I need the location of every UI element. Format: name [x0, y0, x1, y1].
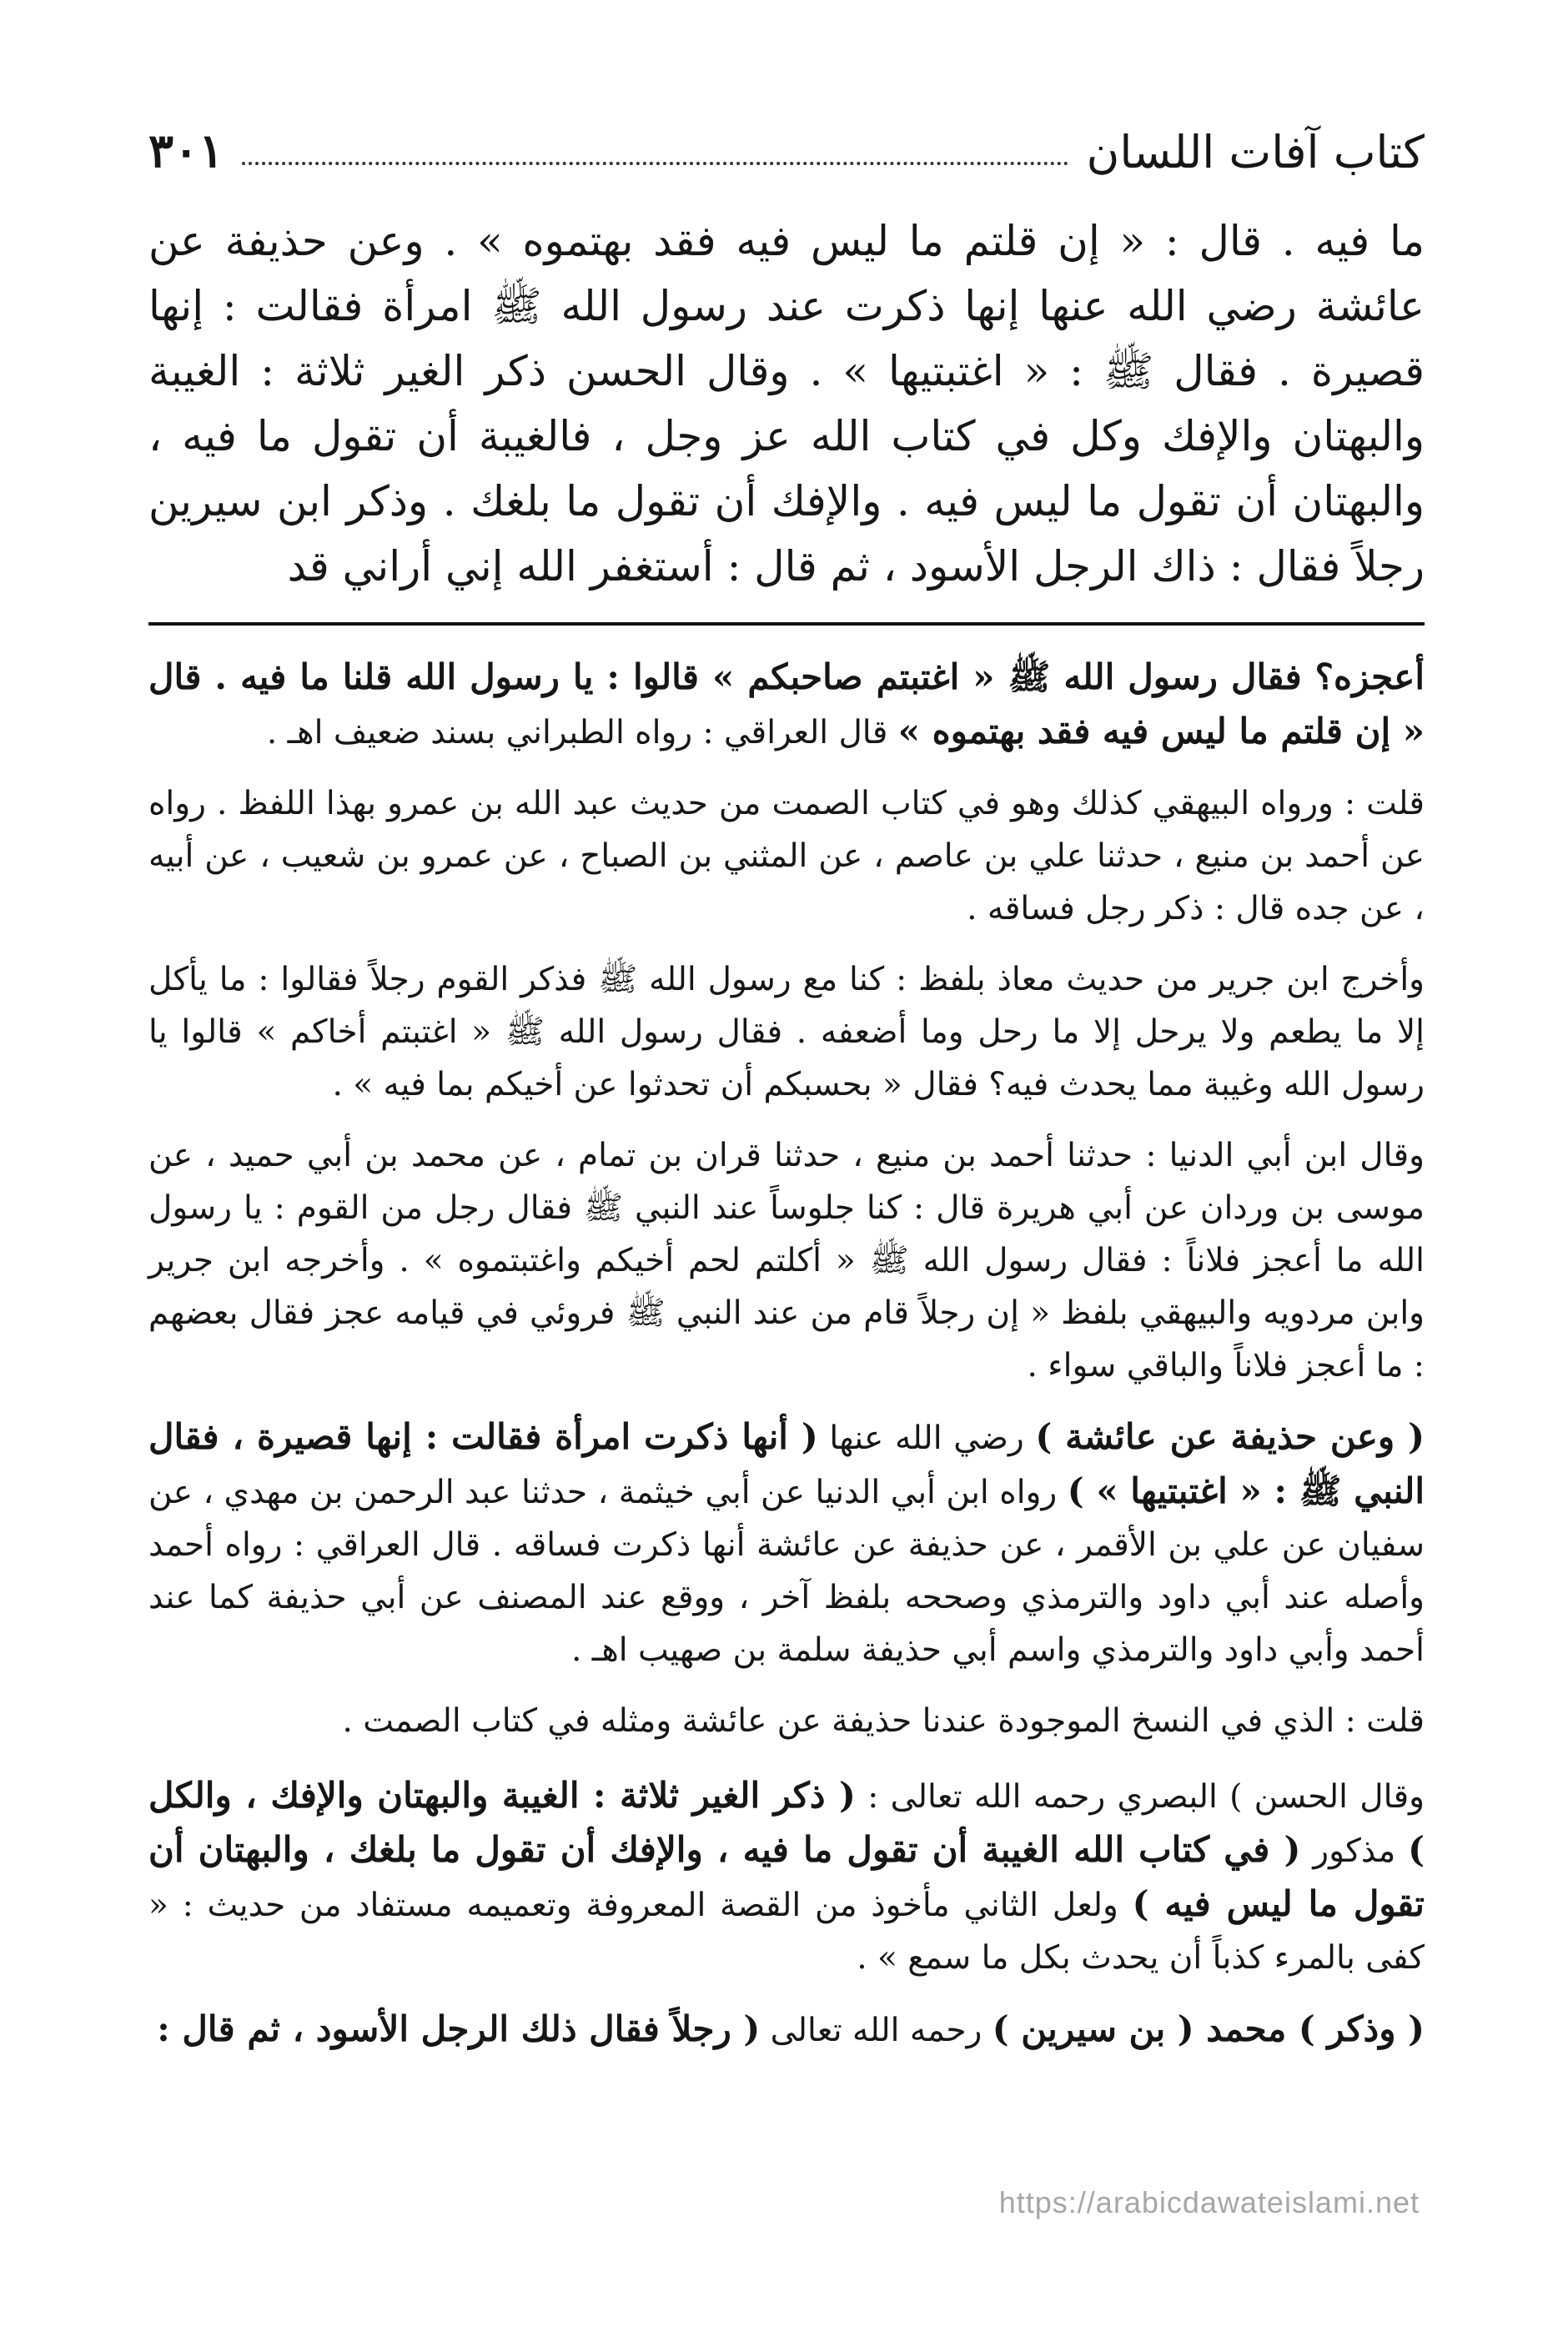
page-number: ٣٠١: [148, 123, 224, 178]
commentary-text: وقال ابن أبي الدنيا : حدثنا أحمد بن منيع ، حدثنا قران بن تمام ، عن محمد بن أبي حميد ، عن موسى بن وردان عن أبي هريرة قال : كنا جلوساً عند النبي ﷺ فقال رجل من القوم : يا رسول الله ما أعجز فلاناً : فقال رسول الله ﷺ « أكلتم لحم أخيكم واغتبتموه » . وأخرجه ابن جرير وابن مردويه والبيهقي بلفظ « إن رجلاً قام من عند النبي ﷺ فروئي في قيامه عجز فقال بعضهم : ما أعجز فلاناً والباقي سواء .: [148, 1137, 1425, 1385]
commentary-text: ولعل الثاني مأخوذ من القصة المعروفة وتعميمه مستفاد من حديث : « كفى بالمرء كذباً أن يحدث بكل ما سمع » .: [148, 1887, 1425, 1977]
page: [148, 98, 1425, 2075]
quoted-text: ( ذكر الغير ثلاثة : الغيبة والبهتان والإفك ، والكل ): [148, 1775, 1425, 1870]
commentary-text: وأخرج ابن جرير من حديث معاذ بلفظ : كنا مع رسول الله ﷺ فذكر القوم رجلاً فقالوا : ما يأكل إلا ما يطعم ولا يرحل إلا ما رحل وما أضعفه . فقال رسول الله ﷺ « اغتبتم أخاكم » قالوا يا رسول الله وغيبة مما يحدث فيه؟ فقال « بحسبكم أن تحدثوا عن أخيكم بما فيه » .: [148, 961, 1425, 1103]
commentary-paragraph: [148, 1769, 1425, 1984]
commentary-paragraph: [148, 1129, 1425, 1392]
commentary-paragraph: [148, 1695, 1425, 1747]
commentary: [148, 651, 1425, 2057]
commentary-text: مذكور: [1300, 1832, 1409, 1870]
commentary-paragraph: [148, 953, 1425, 1111]
commentary-text: رحمه الله تعالى: [760, 2012, 993, 2049]
quoted-text: ( في كتاب الله الغيبة أن تقول ما فيه ، والإفك أن تقول ما بلغك ، والبهتان أن تقول ما ليس فيه ): [148, 1829, 1425, 1924]
commentary-text: قلت : الذي في النسخ الموجودة عندنا حذيفة عن عائشة ومثله في كتاب الصمت .: [342, 1702, 1425, 1740]
commentary-text: وقال الحسن ) البصري رحمه الله تعالى :: [855, 1778, 1425, 1816]
commentary-paragraph: [148, 777, 1425, 935]
quoted-text: ( رجلاً فقال ذلك الرجل الأسود ، ثم قال :: [157, 2008, 761, 2049]
running-header: [148, 98, 1425, 178]
quoted-text: ( وذكر ) محمد ( بن سيرين ): [992, 2008, 1425, 2049]
quoted-text: ( أنها ذكرت امرأة فقالت : إنها قصيرة ، فقال النبي ﷺ : « اغتبتيها » ): [148, 1416, 1425, 1511]
book-title: كتاب آفات اللسان: [1086, 126, 1425, 178]
watermark-url: https://arabicdawateislami.net: [998, 2185, 1420, 2219]
quoted-text: أعجزه؟ فقال رسول الله ﷺ « اغتبتم صاحبكم » قالوا : يا رسول الله قلنا ما فيه . قال « إن قلتم ما ليس فيه فقد بهتموه »: [148, 656, 1425, 751]
commentary-text: رواه ابن أبي الدنيا عن أبي خيثمة ، حدثنا عبد الرحمن بن مهدي ، عن سفيان عن علي بن الأقمر ، عن حذيفة عن عائشة أنها ذكرت فساقه . قال العراقي : رواه أحمد وأصله عند أبي داود والترمذي وصححه بلفظ آخر ، ووقع عند المصنف عن أبي حذيفة كما عند أحمد وأبي داود والترمذي واسم أبي حذيفة سلمة بن صهيب اهـ .: [148, 1474, 1425, 1669]
quoted-text: ( وعن حذيفة عن عائشة ): [1035, 1416, 1425, 1457]
dot-leader: [242, 162, 1068, 165]
commentary-text: رضي الله عنها: [817, 1420, 1036, 1457]
commentary-paragraph: [148, 2003, 1425, 2057]
main-text: [148, 209, 1425, 599]
commentary-paragraph: [148, 1410, 1425, 1676]
commentary-text: قلت : ورواه البيهقي كذلك وهو في كتاب الصمت من حديث عبد الله بن عمرو بهذا اللفظ . رواه عن أحمد بن منيع ، حدثنا علي بن عاصم ، عن المثني بن الصباح ، عن عمرو بن شعيب ، عن أبيه ، عن جده قال : ذكر رجل فساقه .: [148, 785, 1425, 927]
commentary-text: قال العراقي : رواه الطبراني بسند ضعيف اهـ .: [266, 714, 898, 751]
main-paragraph: ما فيه . قال : « إن قلتم ما ليس فيه فقد بهتموه » . وعن حذيفة عن عائشة رضي الله عنها إنها ذكرت عند رسول الله ﷺ امرأة فقالت : إنها قصيرة . فقال ﷺ : « اغتبتيها » . وقال الحسن ذكر الغير ثلاثة : الغيبة والبهتان والإفك وكل في كتاب الله عز وجل ، فالغيبة أن تقول ما فيه ، والبهتان أن تقول ما ليس فيه . والإفك أن تقول ما بلغك . وذكر ابن سيرين رجلاً فقال : ذاك الرجل الأسود ، ثم قال : أستغفر الله إني أراني قد: [148, 217, 1425, 591]
commentary-paragraph: [148, 651, 1425, 759]
separator-line: [148, 622, 1425, 626]
